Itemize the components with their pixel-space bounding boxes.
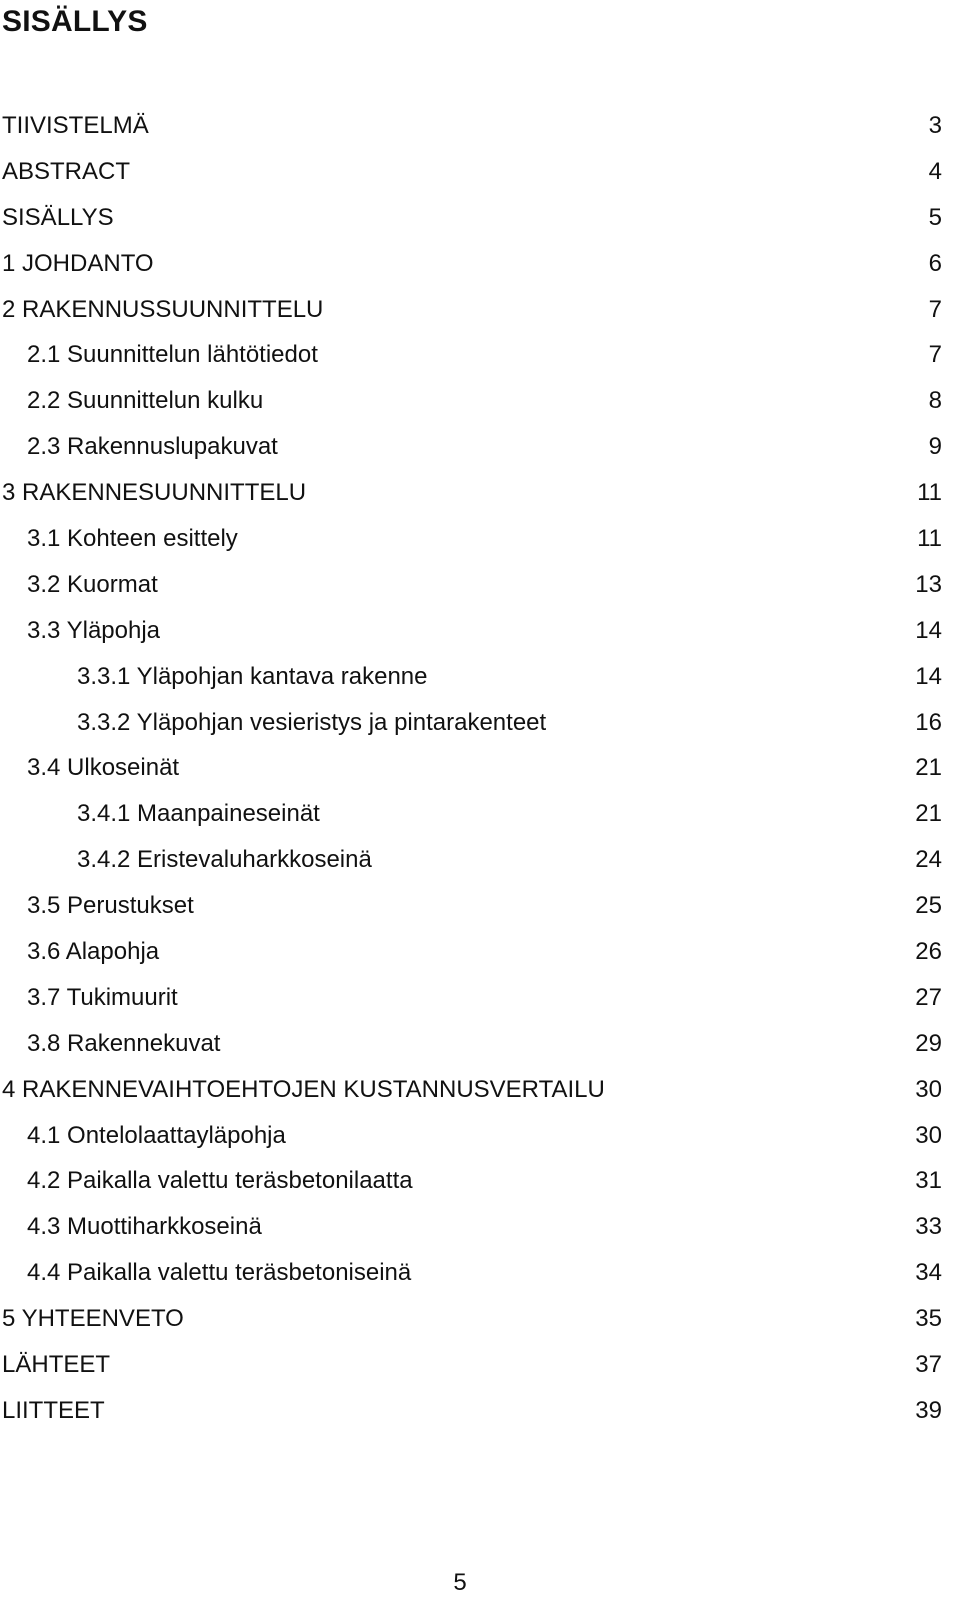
toc-entry	[2, 934, 942, 980]
toc-entry-title: 3.4 Ulkoseinät	[27, 754, 180, 782]
toc-entry-page: 30	[915, 1121, 942, 1149]
toc-entry-page: 30	[915, 1075, 942, 1103]
toc-entry-page: 33	[915, 1213, 942, 1241]
toc-entry	[2, 1393, 942, 1439]
toc-entry	[2, 246, 942, 292]
toc-entry	[2, 521, 942, 567]
toc-entry	[2, 842, 942, 888]
toc-entry-page: 21	[915, 800, 942, 828]
toc-entry-title: 2.1 Suunnittelun lähtötiedot	[27, 341, 318, 369]
toc-entry	[2, 337, 942, 383]
toc-entry-title: SISÄLLYS	[2, 203, 114, 231]
toc-entry	[2, 750, 942, 796]
toc-entry	[2, 567, 942, 613]
toc-entry	[2, 705, 942, 751]
toc-entry-title: 3 RAKENNESUUNNITTELU	[2, 479, 307, 507]
toc-entry-title: 3.3 Yläpohja	[27, 616, 161, 644]
toc-entry	[2, 980, 942, 1026]
toc-entry-page: 3	[928, 112, 942, 139]
toc-entry-title: 4.1 Ontelolaattayläpohja	[27, 1121, 286, 1149]
toc-entry-title: 3.6 Alapohja	[27, 938, 160, 966]
toc-entry-title: TIIVISTELMÄ	[2, 112, 149, 139]
toc-entry-title: 4.2 Paikalla valettu teräsbetonilaatta	[27, 1167, 413, 1195]
toc-entry	[2, 796, 942, 842]
toc-entry-page: 6	[928, 249, 942, 277]
toc-entry-page: 11	[917, 525, 942, 553]
table-of-contents	[2, 108, 942, 1439]
toc-entry-title: 3.1 Kohteen esittely	[27, 525, 238, 553]
toc-entry	[2, 1163, 942, 1209]
toc-entry-title: 2.2 Suunnittelun kulku	[27, 387, 264, 415]
toc-entry	[2, 429, 942, 475]
toc-entry-page: 24	[915, 846, 942, 874]
toc-entry-page: 27	[915, 983, 942, 1011]
toc-entry	[2, 1026, 942, 1072]
toc-entry	[2, 1255, 942, 1301]
toc-entry-title: 4 RAKENNEVAIHTOEHTOJEN KUSTANNUSVERTAILU	[2, 1075, 605, 1103]
toc-entry-page: 31	[915, 1167, 942, 1195]
toc-entry-page: 25	[915, 892, 942, 920]
toc-entry-page: 11	[917, 479, 942, 507]
toc-entry-title: LÄHTEET	[2, 1351, 111, 1379]
toc-entry-title: 5 YHTEENVETO	[2, 1305, 184, 1333]
toc-entry-page: 26	[915, 938, 942, 966]
toc-entry-title: 1 JOHDANTO	[2, 249, 154, 277]
toc-entry-page: 4	[928, 157, 942, 185]
toc-entry	[2, 154, 942, 200]
toc-entry-page: 37	[915, 1351, 942, 1379]
toc-entry-page: 29	[915, 1029, 942, 1057]
toc-entry-title: 3.4.1 Maanpaineseinät	[77, 800, 320, 828]
toc-entry	[2, 200, 942, 246]
toc-entry	[2, 1118, 942, 1164]
toc-entry-title: 2.3 Rakennuslupakuvat	[27, 433, 278, 461]
toc-entry	[2, 613, 942, 659]
toc-entry-title: 3.7 Tukimuurit	[27, 983, 178, 1011]
toc-entry-title: 4.4 Paikalla valettu teräsbetoniseinä	[27, 1259, 412, 1287]
toc-entry	[2, 1209, 942, 1255]
toc-entry	[2, 108, 942, 154]
toc-entry-title: LIITTEET	[2, 1396, 105, 1424]
toc-entry	[2, 475, 942, 521]
toc-entry-page: 8	[928, 387, 942, 415]
toc-entry-page: 9	[928, 433, 942, 461]
toc-entry	[2, 383, 942, 429]
page-title: SISÄLLYS	[2, 5, 148, 38]
toc-entry-title: 3.3.2 Yläpohjan vesieristys ja pintarakenteet	[77, 708, 547, 736]
toc-entry	[2, 1347, 942, 1393]
toc-entry	[2, 1072, 942, 1118]
toc-entry-title: 4.3 Muottiharkkoseinä	[27, 1213, 262, 1241]
toc-entry	[2, 1301, 942, 1347]
toc-entry-page: 14	[915, 616, 942, 644]
toc-entry-page: 13	[915, 570, 942, 598]
toc-entry-page: 21	[915, 754, 942, 782]
toc-entry-title: 3.8 Rakennekuvat	[27, 1029, 221, 1057]
toc-entry	[2, 659, 942, 705]
toc-entry-title: 3.2 Kuormat	[27, 570, 158, 598]
toc-entry-page: 34	[915, 1259, 942, 1287]
toc-entry	[2, 888, 942, 934]
toc-entry-page: 7	[928, 341, 942, 369]
toc-entry-title: 3.3.1 Yläpohjan kantava rakenne	[77, 662, 428, 690]
toc-entry-page: 14	[915, 662, 942, 690]
toc-entry	[2, 292, 942, 338]
page-number: 5	[453, 1569, 467, 1596]
toc-entry-title: 3.4.2 Eristevaluharkkoseinä	[77, 846, 372, 874]
toc-entry-page: 35	[915, 1305, 942, 1333]
toc-entry-title: ABSTRACT	[2, 157, 131, 185]
toc-entry-page: 39	[915, 1396, 942, 1424]
toc-entry-page: 7	[928, 295, 942, 323]
toc-entry-page: 5	[928, 203, 942, 231]
toc-entry-title: 3.5 Perustukset	[27, 892, 194, 920]
toc-entry-title: 2 RAKENNUSSUUNNITTELU	[2, 295, 324, 323]
toc-entry-page: 16	[915, 708, 942, 736]
